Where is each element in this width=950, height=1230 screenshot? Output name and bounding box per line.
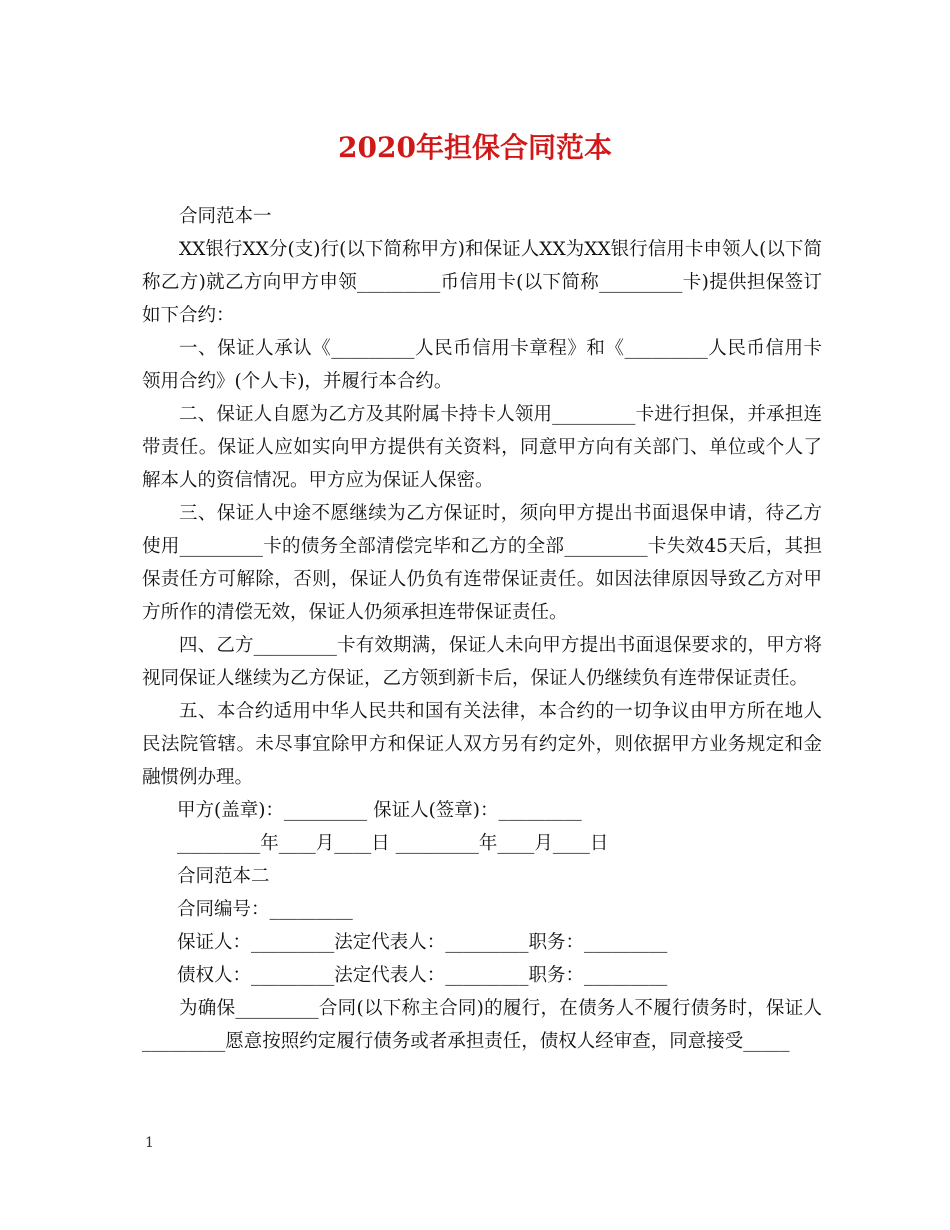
signature-line: 甲方(盖章)：_________ 保证人(签章)：_________ — [177, 800, 582, 821]
paragraph: XX银行XX分(支)行(以下简称甲方)和保证人XX为XX银行信用卡申领人(以下简称乙方)就乙方向甲方申领_________币信用卡(以下简称_________卡)提供担保签订如下合约： — [142, 239, 822, 326]
paragraph: 为确保_________合同(以下称主合同)的履行，在债务人不履行债务时，保证人_________愿意按照约定履行债务或者承担责任，债权人经审查，同意接受_____ — [142, 998, 822, 1052]
document-title: 2020年担保合同范本 — [338, 131, 612, 164]
paragraph: 合同范本一 — [179, 206, 272, 227]
paragraph: 四、乙方_________卡有效期满，保证人未向甲方提出书面退保要求的，甲方将视同保证人继续为乙方保证，乙方领到新卡后，保证人仍继续负有连带保证责任。 — [142, 635, 822, 689]
document-body — [142, 200, 822, 1058]
creditor-line: 债权人：_________法定代表人：_________职务：_________ — [177, 965, 668, 986]
page-number: 1 — [145, 1135, 154, 1151]
date-line: _________年____月____日 _________年____月____日 — [177, 833, 609, 854]
contract-number-line: 合同编号：_________ — [177, 899, 353, 920]
paragraph: 一、保证人承认《_________人民币信用卡章程》和《_________人民币信用卡领用合约》(个人卡)，并履行本合约。 — [142, 338, 822, 392]
paragraph: 五、本合约适用中华人民共和国有关法律，本合约的一切争议由甲方所在地人民法院管辖。未尽事宜除甲方和保证人双方另有约定外，则依据甲方业务规定和金融惯例办理。 — [142, 701, 822, 788]
guarantor-line: 保证人：_________法定代表人：_________职务：_________ — [177, 932, 668, 953]
paragraph: 二、保证人自愿为乙方及其附属卡持卡人领用_________卡进行担保，并承担连带责任。保证人应如实向甲方提供有关资料，同意甲方向有关部门、单位或个人了解本人的资信情况。甲方应为保证人保密。 — [142, 404, 822, 491]
paragraph: 三、保证人中途不愿继续为乙方保证时，须向甲方提出书面退保申请，待乙方使用_________卡的债务全部清偿完毕和乙方的全部_________卡失效45天后，其担保责任方可解除，否则，保证人仍负有连带保证责任。如因法律原因导致乙方对甲方所作的清偿无效，保证人仍须承担连带保证责任。 — [142, 503, 822, 623]
section-heading: 合同范本二 — [177, 866, 270, 887]
